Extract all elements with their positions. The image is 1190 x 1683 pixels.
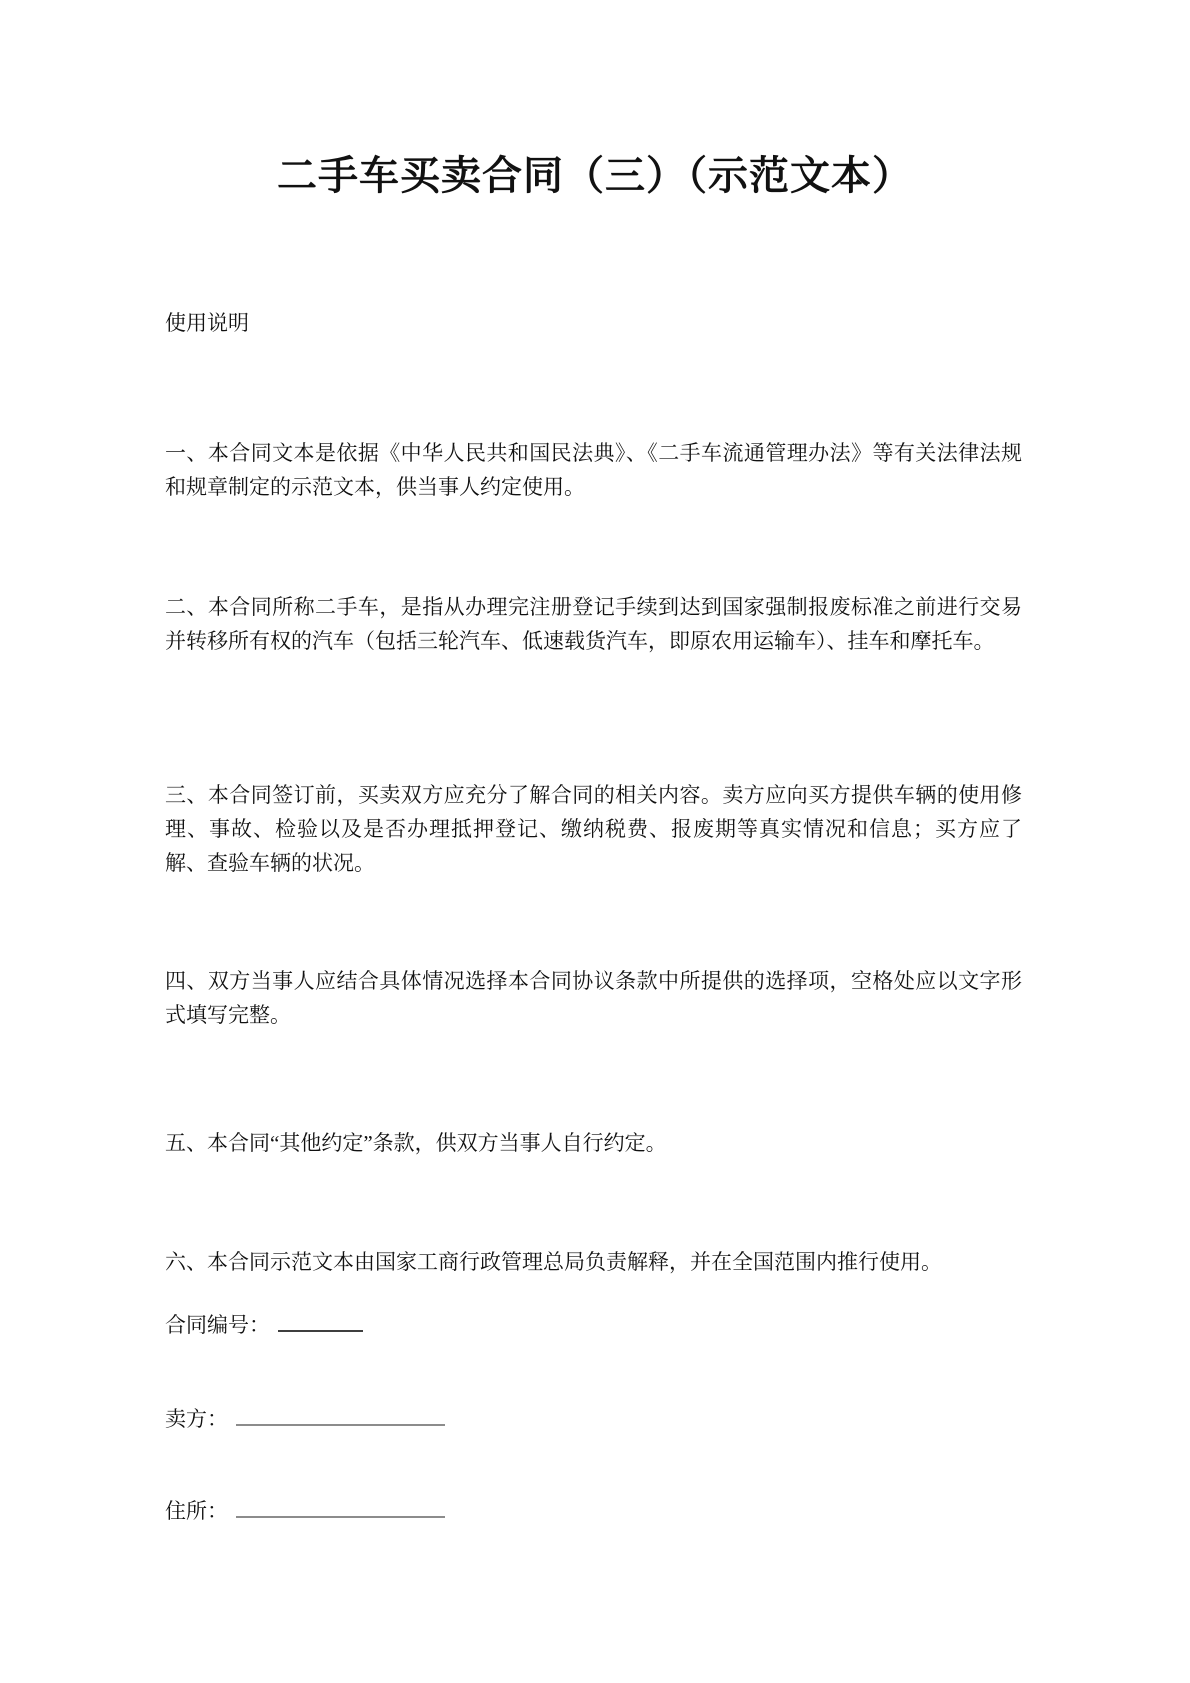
usage-note-paragraph-4: 四、双方当事人应结合具体情况选择本合同协议条款中所提供的选择项，空格处应以文字形式填写完整。 [165,969,1022,1027]
usage-note-paragraph-2: 二、本合同所称二手车，是指从办理完注册登记手续到达到国家强制报废标准之前进行交易并转移所有权的汽车（包括三轮汽车、低速载货汽车，即原农用运输车）、挂车和摩托车。 [165,595,1022,653]
seller-label: 卖方： [165,1407,228,1431]
usage-note-paragraph-5: 五、本合同“其他约定”条款，供双方当事人自行约定。 [165,1131,667,1155]
address-row [165,1494,445,1528]
contract-number-blank[interactable] [278,1311,363,1332]
address-blank[interactable] [236,1497,445,1518]
usage-note-paragraph-3: 三、本合同签订前，买卖双方应充分了解合同的相关内容。卖方应向买方提供车辆的使用修理、事故、检验以及是否办理抵押登记、缴纳税费、报废期等真实情况和信息；买方应了解、查验车辆的状况。 [165,783,1022,875]
usage-note-paragraph-6: 六、本合同示范文本由国家工商行政管理总局负责解释，并在全国范围内推行使用。 [165,1250,942,1274]
contract-number-label: 合同编号： [165,1313,270,1337]
usage-note-paragraph-1: 一、本合同文本是依据《中华人民共和国民法典》、《二手车流通管理办法》等有关法律法规和规章制定的示范文本，供当事人约定使用。 [165,441,1022,499]
contract-number-row [165,1308,363,1342]
seller-row [165,1402,445,1436]
seller-blank[interactable] [236,1405,445,1426]
page-title: 二手车买卖合同（三）（示范文本） [277,153,913,198]
address-label: 住所： [165,1499,228,1523]
usage-notes-heading: 使用说明 [165,311,249,335]
